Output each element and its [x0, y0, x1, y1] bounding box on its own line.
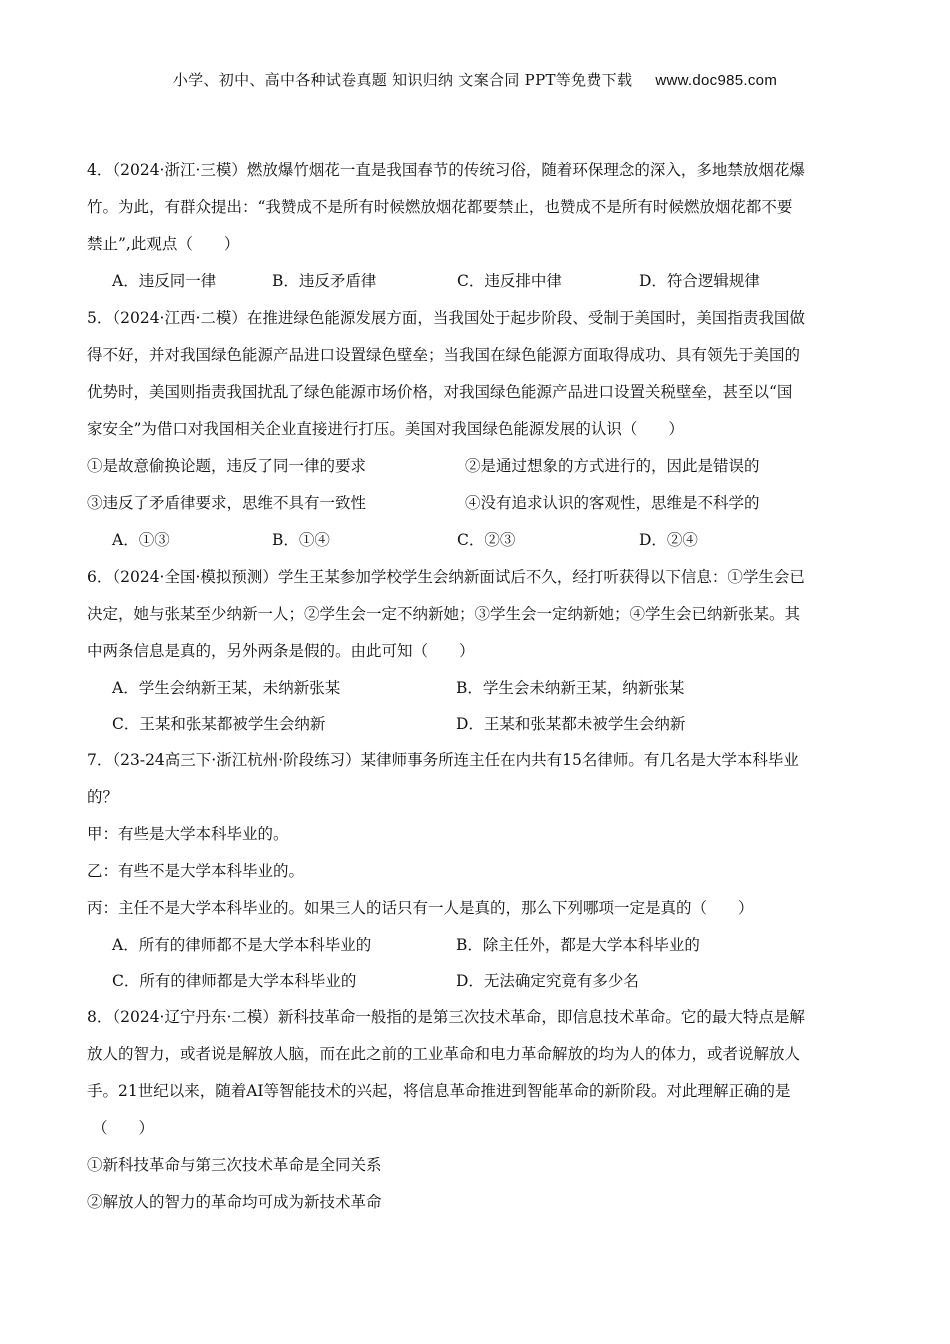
option-b: B．除主任外，都是大学本科毕业的 [456, 936, 700, 954]
statement-4: ④没有追求认识的客观性，思维是不科学的 [465, 494, 760, 512]
question-text-line: 放人的智力，或者说是解放人脑，而在此之前的工业革命和电力革命解放的均为人的体力，或者说解放人 [87, 1045, 801, 1063]
question-text-line: 5．（2024·江西·二模）在推进绿色能源发展方面，当我国处于起步阶段、受制于美国时，美国指责我国做 [87, 309, 805, 327]
option-a: A．所有的律师都不是大学本科毕业的 [112, 936, 372, 954]
question-text-line: 6．（2024·全国·模拟预测）学生王某参加学校学生会纳新面试后不久，经打听获得以下信息：①学生会已 [87, 568, 805, 586]
option-b: B．违反矛盾律 [272, 272, 377, 290]
question-5 [87, 300, 864, 559]
option-b: B．学生会未纳新王某，纳新张某 [456, 679, 685, 697]
question-text-line: 的？ [87, 788, 119, 806]
question-7 [87, 742, 864, 999]
statement-2: ②是通过想象的方式进行的，因此是错误的 [465, 457, 760, 475]
header-site: www.doc985.com [655, 72, 778, 89]
option-c: C．违反排中律 [457, 272, 562, 290]
header-text: 小学、初中、高中各种试卷真题 知识归纳 文案合同 PPT等免费下载 [172, 71, 633, 89]
option-a: A．①③ [112, 531, 170, 549]
question-text-line: 竹。为此，有群众提出：“我赞成不是所有时候燃放烟花都要禁止，也赞成不是所有时候燃放烟花都不要 [87, 198, 793, 216]
option-d: D．王某和张某都未被学生会纳新 [456, 715, 686, 733]
answer-options-row [87, 706, 864, 742]
question-text-line: 7．（23-24高三下·浙江杭州·阶段练习）某律师事务所连主任在内共有15名律师。有几名是大学本科毕业 [87, 751, 799, 769]
question-text-line: 手。21世纪以来，随着AI等智能技术的兴起，将信息革命推进到智能革命的新阶段。对此理解正确的是 [87, 1082, 791, 1100]
statement-1: ①新科技革命与第三次技术革命是全同关系 [87, 1156, 382, 1174]
option-b: B．①④ [272, 531, 330, 549]
option-c: C．②③ [457, 531, 516, 549]
option-d: D．符合逻辑规律 [639, 272, 760, 290]
question-text-line: 优势时，美国则指责我国扰乱了绿色能源市场价格，对我国绿色能源产品进口设置关税壁垒，甚至以“国 [87, 383, 793, 401]
answer-options [87, 263, 864, 300]
question-content [87, 152, 864, 1221]
page-header [0, 69, 950, 90]
answer-options-row [87, 963, 864, 999]
answer-options-row [87, 670, 864, 706]
question-text-line: 得不好，并对我国绿色能源产品进口设置绿色壁垒；当我国在绿色能源方面取得成功、具有领先于美国的 [87, 346, 801, 364]
question-text-line: 乙：有些不是大学本科毕业的。 [87, 862, 305, 880]
question-6 [87, 559, 864, 742]
statement-3: ③违反了矛盾律要求，思维不具有一致性 [87, 494, 367, 512]
option-c: C．王某和张某都被学生会纳新 [112, 715, 326, 733]
option-d: D．无法确定究竟有多少名 [456, 972, 639, 990]
statement-2: ②解放人的智力的革命均可成为新技术革命 [87, 1193, 382, 1211]
statement-1: ①是故意偷换论题，违反了同一律的要求 [87, 457, 367, 475]
option-a: A．学生会纳新王某，未纳新张某 [112, 679, 341, 697]
question-text-line: 决定，她与张某至少纳新一人；②学生会一定不纳新她；③学生会一定纳新她；④学生会已纳新张某。其 [87, 605, 801, 623]
question-text-line: 4．（2024·浙江·三模）燃放爆竹烟花一直是我国春节的传统习俗，随着环保理念的深入，多地禁放烟花爆 [87, 161, 805, 179]
question-text-line: 家安全”为借口对我国相关企业直接进行打压。美国对我国绿色能源发展的认识（ ） [87, 420, 684, 438]
question-text-line: 禁止”,此观点（ ） [87, 235, 240, 253]
question-text-line: 丙：主任不是大学本科毕业的。如果三人的话只有一人是真的，那么下列哪项一定是真的（ ） [87, 899, 754, 917]
option-c: C．所有的律师都是大学本科毕业的 [112, 972, 357, 990]
option-d: D．②④ [639, 531, 698, 549]
question-text-line: 8．（2024·辽宁丹东·二模）新科技革命一般指的是第三次技术革命，即信息技术革命。它的最大特点是解 [87, 1008, 805, 1026]
question-4 [87, 152, 864, 300]
answer-options [87, 522, 864, 559]
question-text-line: 中两条信息是真的，另外两条是假的。由此可知（ ） [87, 642, 475, 660]
option-a: A．违反同一律 [112, 272, 217, 290]
answer-options-row [87, 927, 864, 963]
question-8 [87, 999, 864, 1221]
statement-row [87, 448, 864, 485]
question-text-line: （ ） [92, 1119, 155, 1137]
question-text-line: 甲：有些是大学本科毕业的。 [87, 825, 289, 843]
statement-row [87, 485, 864, 522]
